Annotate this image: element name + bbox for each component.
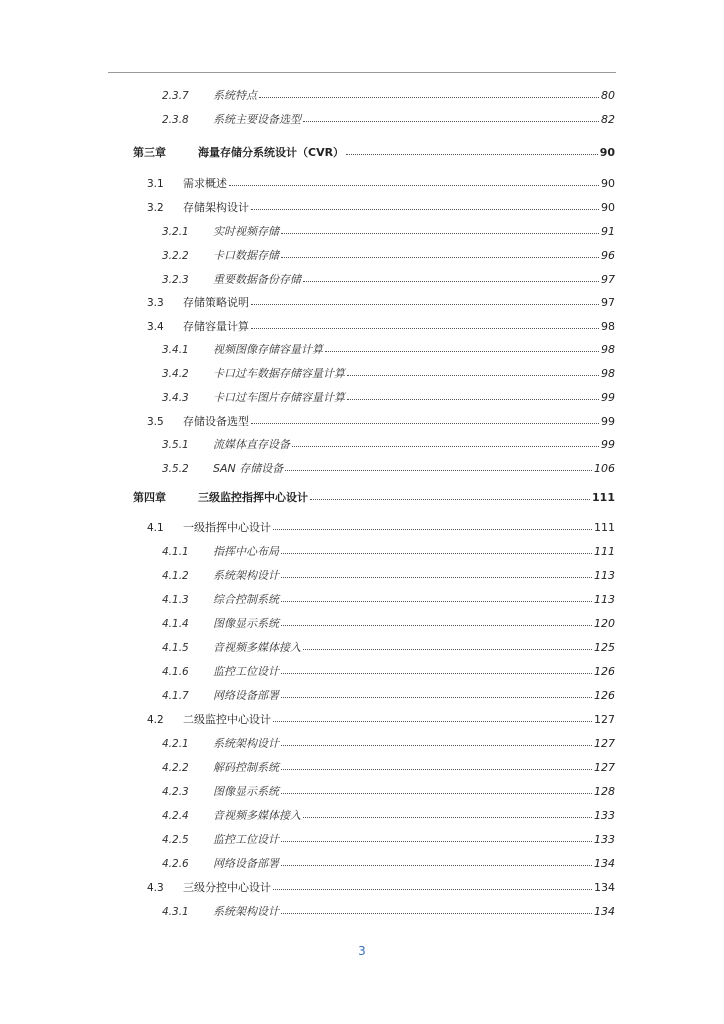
toc-entry[interactable] [0,145,724,161]
toc-entry-title: 解码控制系统 [213,761,279,774]
toc-entry-page: 82 [601,113,615,126]
toc-entry-title: 卡口过车数据存储容量计算 [213,367,345,380]
toc-leader-dots [281,865,592,866]
toc-entry-number: 4.2.1 [162,738,189,750]
toc-entry-number: 3.5 [147,416,164,428]
toc-entry-number: 4.1.2 [162,570,189,582]
toc-entry[interactable] [0,88,724,104]
toc-leader-dots [251,304,599,305]
toc-entry-number: 4.2.3 [162,786,189,798]
toc-entry-number: 3.4.3 [162,392,189,404]
toc-entry-page: 127 [594,737,615,750]
toc-entry-number: 4.1 [147,522,164,534]
toc-entry-page: 97 [601,296,615,309]
toc-entry[interactable] [0,880,724,896]
toc-entry[interactable] [0,414,724,430]
toc-leader-dots [251,328,599,329]
toc-entry-title: 指挥中心布局 [213,545,279,558]
toc-leader-dots [281,913,592,914]
toc-entry-title: 存储设备选型 [183,415,249,428]
toc-entry-title: 三级监控指挥中心设计 [198,491,308,504]
toc-entry-title: 二级监控中心设计 [183,713,271,726]
toc-entry-number: 3.2.1 [162,226,189,238]
toc-entry-number: 4.2 [147,714,164,726]
toc-entry-page: 99 [601,438,615,451]
toc-leader-dots [229,185,599,186]
toc-entry-number: 4.2.5 [162,834,189,846]
toc-entry-page: 90 [599,146,615,159]
toc-entry-number: 3.2.3 [162,274,189,286]
toc-entry[interactable] [0,712,724,728]
toc-entry-title: 系统架构设计 [213,737,279,750]
toc-entry-page: 134 [594,905,615,918]
toc-leader-dots [259,97,599,98]
toc-entry-title: 监控工位设计 [213,833,279,846]
toc-leader-dots [251,423,599,424]
toc-entry[interactable] [0,319,724,335]
toc-entry-page: 97 [601,273,615,286]
toc-entry[interactable] [0,544,724,560]
toc-entry-title: SAN 存储设备 [213,462,284,475]
toc-entry-title: 流媒体直存设备 [213,438,290,451]
toc-entry-number: 4.1.4 [162,618,189,630]
toc-entry[interactable] [0,461,724,477]
toc-leader-dots [347,399,599,400]
toc-entry-title: 重要数据备份存储 [213,273,301,286]
toc-leader-dots [310,499,590,500]
toc-leader-dots [281,257,599,258]
toc-entry[interactable] [0,200,724,216]
toc-leader-dots [285,470,592,471]
toc-entry-page: 113 [594,569,615,582]
toc-entry-title: 卡口数据存储 [213,249,279,262]
toc-entry-title: 视频图像存储容量计算 [213,343,323,356]
toc-entry-number: 3.2.2 [162,250,189,262]
toc-entry-number: 第四章 [133,491,166,504]
toc-entry-page: 90 [601,177,615,190]
toc-entry-number: 3.5.1 [162,439,189,451]
toc-entry[interactable] [0,856,724,872]
toc-leader-dots [281,601,592,602]
toc-entry-title: 存储架构设计 [183,201,249,214]
page-number: 3 [358,944,366,958]
toc-leader-dots [281,577,592,578]
toc-entry-number: 4.1.5 [162,642,189,654]
toc-entry-page: 96 [601,249,615,262]
toc-entry-title: 一级指挥中心设计 [183,521,271,534]
toc-entry-title: 音视频多媒体接入 [213,641,301,654]
toc-entry-number: 3.4 [147,321,164,333]
toc-entry-page: 99 [601,415,615,428]
toc-entry-title: 网络设备部署 [213,857,279,870]
toc-entry-title: 卡口过车图片存储容量计算 [213,391,345,404]
toc-entry[interactable] [0,736,724,752]
toc-entry-page: 126 [594,665,615,678]
toc-entry-page: 126 [594,689,615,702]
toc-entry-number: 4.3 [147,882,164,894]
toc-entry-title: 网络设备部署 [213,689,279,702]
toc-entry[interactable] [0,592,724,608]
toc-entry[interactable] [0,784,724,800]
toc-entry-page: 90 [601,201,615,214]
toc-entry-page: 120 [594,617,615,630]
toc-leader-dots [347,375,599,376]
toc-entry-title: 系统主要设备选型 [213,113,301,126]
toc-entry-title: 存储容量计算 [183,320,249,333]
toc-leader-dots [273,529,592,530]
toc-leader-dots [281,793,592,794]
toc-entry-number: 4.3.1 [162,906,189,918]
toc-entry-title: 图像显示系统 [213,785,279,798]
toc-entry-title: 系统架构设计 [213,569,279,582]
toc-entry[interactable] [0,176,724,192]
toc-entry-number: 2.3.8 [162,114,189,126]
toc-entry-number: 3.1 [147,178,164,190]
toc-entry-number: 4.2.2 [162,762,189,774]
toc-entry[interactable] [0,688,724,704]
toc-leader-dots [281,745,592,746]
toc-entry-title: 存储策略说明 [183,296,249,309]
toc-entry-page: 99 [601,391,615,404]
toc-entry-page: 106 [594,462,615,475]
toc-entry-number: 4.2.4 [162,810,189,822]
toc-leader-dots [251,209,599,210]
toc-entry-page: 98 [601,320,615,333]
toc-entry-title: 需求概述 [183,177,227,190]
toc-entry[interactable] [0,490,724,506]
toc-entry-number: 3.3 [147,297,164,309]
toc-leader-dots [346,154,598,155]
toc-entry-title: 三级分控中心设计 [183,881,271,894]
toc-leader-dots [281,769,592,770]
toc-entry[interactable] [0,366,724,382]
toc-leader-dots [303,281,599,282]
toc-entry-title: 海量存储分系统设计（CVR） [198,146,345,159]
toc-entry-page: 125 [594,641,615,654]
toc-leader-dots [292,446,599,447]
toc-entry-title: 监控工位设计 [213,665,279,678]
toc-entry-number: 3.4.2 [162,368,189,380]
toc-entry[interactable] [0,760,724,776]
toc-entry-page: 98 [601,367,615,380]
toc-entry-page: 133 [594,809,615,822]
toc-entry[interactable] [0,904,724,920]
toc-leader-dots [303,817,592,818]
toc-entry-number: 3.2 [147,202,164,214]
toc-leader-dots [325,351,599,352]
toc-leader-dots [281,625,592,626]
toc-leader-dots [273,721,592,722]
toc-entry[interactable] [0,664,724,680]
toc-leader-dots [281,233,599,234]
toc-leader-dots [281,673,592,674]
toc-entry-number: 3.5.2 [162,463,189,475]
toc-entry-number: 4.1.1 [162,546,189,558]
toc-entry-number: 第三章 [133,146,166,159]
toc-entry-title: 综合控制系统 [213,593,279,606]
toc-leader-dots [303,121,599,122]
toc-entry[interactable] [0,248,724,264]
toc-entry-title: 系统架构设计 [213,905,279,918]
toc-entry[interactable] [0,520,724,536]
toc-leader-dots [303,649,592,650]
toc-entry[interactable] [0,568,724,584]
toc-entry-page: 80 [601,89,615,102]
toc-entry-number: 4.1.3 [162,594,189,606]
header-rule [108,72,616,73]
toc-entry[interactable] [0,832,724,848]
toc-leader-dots [281,553,592,554]
toc-entry-page: 91 [601,225,615,238]
toc-entry[interactable] [0,342,724,358]
toc-entry[interactable] [0,224,724,240]
toc-entry-number: 3.4.1 [162,344,189,356]
toc-entry-title: 音视频多媒体接入 [213,809,301,822]
toc-entry-page: 111 [592,491,615,504]
toc-entry[interactable] [0,390,724,406]
toc-entry-page: 111 [594,521,615,534]
toc-entry-page: 128 [594,785,615,798]
toc-entry-page: 98 [601,343,615,356]
toc-entry-title: 图像显示系统 [213,617,279,630]
toc-entry-page: 133 [594,833,615,846]
toc-entry[interactable] [0,272,724,288]
toc-entry[interactable] [0,112,724,128]
toc-entry[interactable] [0,616,724,632]
toc-entry-title: 实时视频存储 [213,225,279,238]
toc-entry[interactable] [0,437,724,453]
toc-entry-page: 111 [594,545,615,558]
toc-leader-dots [273,889,592,890]
toc-entry-page: 127 [594,713,615,726]
toc-entry-page: 134 [594,881,615,894]
toc-entry-number: 4.2.6 [162,858,189,870]
toc-entry-number: 4.1.6 [162,666,189,678]
toc-entry-title: 系统特点 [213,89,257,102]
toc-leader-dots [281,841,592,842]
toc-entry-number: 2.3.7 [162,90,189,102]
toc-entry[interactable] [0,808,724,824]
toc-leader-dots [281,697,592,698]
toc-entry-page: 113 [594,593,615,606]
toc-entry[interactable] [0,640,724,656]
toc-entry-page: 134 [594,857,615,870]
toc-entry-number: 4.1.7 [162,690,189,702]
toc-entry[interactable] [0,295,724,311]
toc-entry-page: 127 [594,761,615,774]
